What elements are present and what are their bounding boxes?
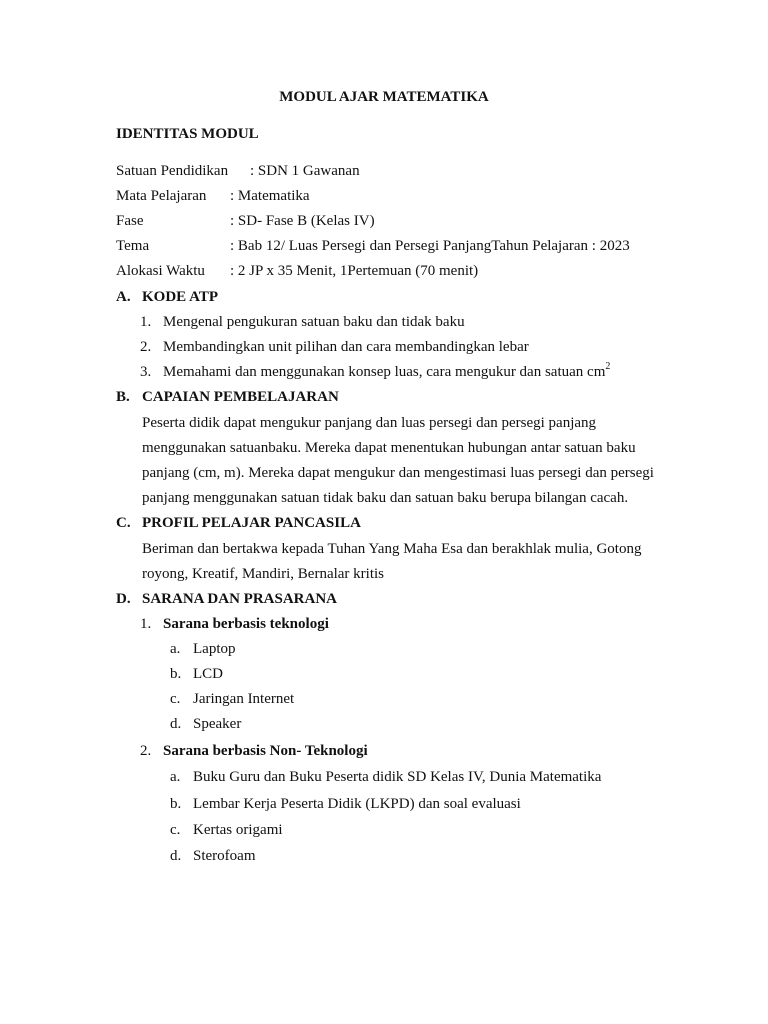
sarana-1b-text: LCD	[193, 666, 223, 682]
section-d-title: SARANA DAN PRASARANA	[142, 591, 338, 607]
sarana-group-2-num: 2.	[140, 743, 152, 759]
sarana-1a-text: Laptop	[193, 641, 236, 657]
atp-item-3-superscript: 2	[605, 361, 611, 372]
sarana-group-2-title: Sarana berbasis Non- Teknologi	[163, 743, 368, 759]
atp-item-3-num: 3.	[140, 364, 152, 380]
capaian-line-1: Peserta didik dapat mengukur panjang dan luas persegi dan persegi panjang	[142, 415, 597, 431]
section-a-letter: A.	[116, 289, 131, 305]
identitas-label-fase: Fase	[116, 213, 144, 229]
section-c-title: PROFIL PELAJAR PANCASILA	[142, 515, 361, 531]
identitas-value-mapel: : Matematika	[230, 188, 310, 204]
atp-item-3-text: Memahami dan menggunakan konsep luas, cara mengukur dan satuan cm	[163, 364, 606, 380]
section-b-letter: B.	[116, 389, 130, 405]
identitas-value-tema: : Bab 12/ Luas Persegi dan Persegi PanjangTahun Pelajaran : 2023	[230, 238, 630, 254]
atp-item-3	[163, 363, 610, 381]
identitas-value-satuan: : SDN 1 Gawanan	[250, 163, 360, 179]
section-c-letter: C.	[116, 515, 131, 531]
profil-line-1: Beriman dan bertakwa kepada Tuhan Yang Maha Esa dan berakhlak mulia, Gotong	[142, 541, 642, 557]
profil-line-2: royong, Kreatif, Mandiri, Bernalar kritis	[142, 566, 385, 582]
sarana-2d-text: Sterofoam	[193, 848, 256, 864]
atp-item-1-num: 1.	[140, 314, 152, 330]
sarana-1d-letter: d.	[170, 716, 182, 732]
atp-item-1-text: Mengenal pengukuran satuan baku dan tidak baku	[163, 314, 465, 330]
section-d-letter: D.	[116, 591, 131, 607]
sarana-group-1-title: Sarana berbasis teknologi	[163, 616, 329, 632]
sarana-2c-text: Kertas origami	[193, 822, 283, 838]
capaian-line-4: panjang menggunakan satuan tidak baku dan satuan baku berupa bilangan cacah.	[142, 490, 629, 506]
identitas-label-alokasi: Alokasi Waktu	[116, 263, 205, 279]
section-a-title: KODE ATP	[142, 289, 218, 305]
sarana-1b-letter: b.	[170, 666, 182, 682]
identitas-value-fase: : SD- Fase B (Kelas IV)	[230, 213, 375, 229]
document-title: MODUL AJAR MATEMATIKA	[279, 89, 489, 105]
sarana-1d-text: Speaker	[193, 716, 242, 732]
identitas-label-mapel: Mata Pelajaran	[116, 188, 207, 204]
sarana-2c-letter: c.	[170, 822, 181, 838]
sarana-2a-letter: a.	[170, 769, 181, 785]
section-b-title: CAPAIAN PEMBELAJARAN	[142, 389, 339, 405]
sarana-2d-letter: d.	[170, 848, 182, 864]
capaian-line-2: menggunakan satuanbaku. Mereka dapat menentukan hubungan antar satuan baku	[142, 440, 636, 456]
atp-item-2-text: Membandingkan unit pilihan dan cara membandingkan lebar	[163, 339, 529, 355]
capaian-line-3: panjang (cm, m). Mereka dapat mengukur dan mengestimasi luas persegi dan persegi	[142, 465, 654, 481]
identitas-label-tema: Tema	[116, 238, 150, 254]
sarana-2b-text: Lembar Kerja Peserta Didik (LKPD) dan soal evaluasi	[193, 796, 521, 812]
sarana-2b-letter: b.	[170, 796, 182, 812]
sarana-2a-text: Buku Guru dan Buku Peserta didik SD Kelas IV, Dunia Matematika	[193, 769, 602, 785]
sarana-group-1-num: 1.	[140, 616, 152, 632]
identitas-heading: IDENTITAS MODUL	[116, 126, 259, 142]
sarana-1c-text: Jaringan Internet	[193, 691, 295, 707]
atp-item-2-num: 2.	[140, 339, 152, 355]
sarana-1c-letter: c.	[170, 691, 181, 707]
identitas-value-alokasi: : 2 JP x 35 Menit, 1Pertemuan (70 menit)	[230, 263, 479, 279]
sarana-1a-letter: a.	[170, 641, 181, 657]
identitas-label-satuan: Satuan Pendidikan	[116, 163, 229, 179]
